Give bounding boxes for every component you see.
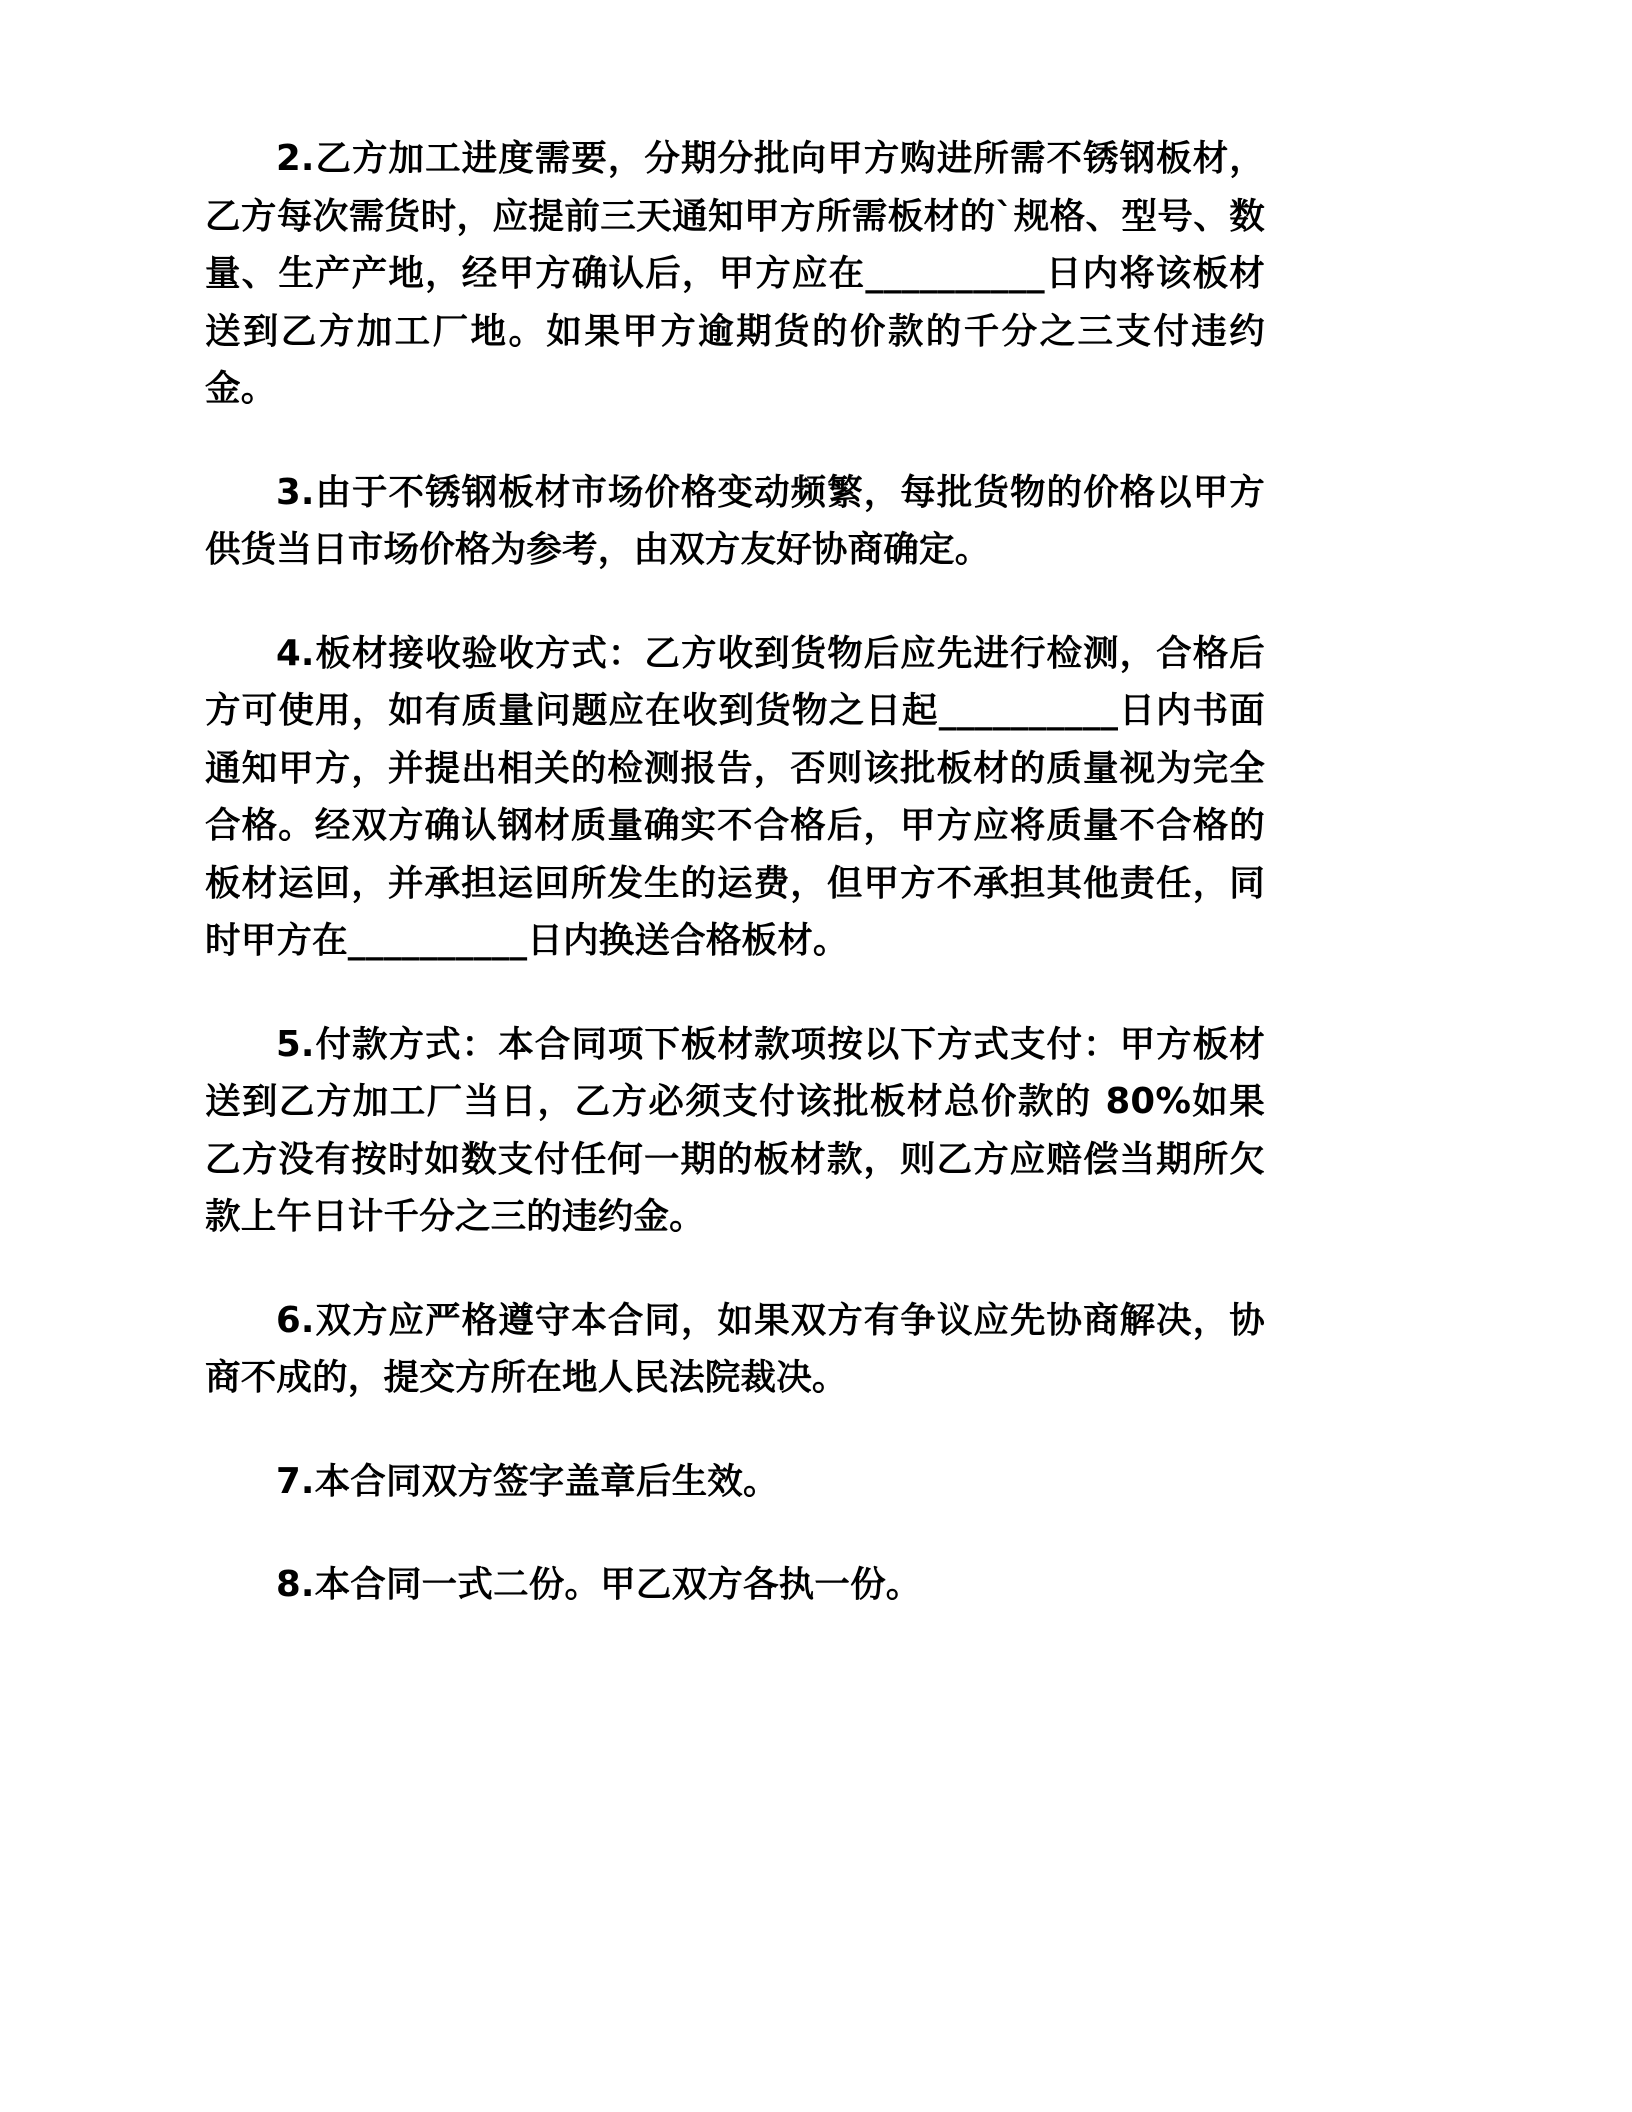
paragraph-clause-6: 6.双方应严格遵守本合同，如果双方有争议应先协商解决，协商不成的，提交方所在地人民法院裁决。 <box>205 1299 1265 1398</box>
paragraph-clause-8: 8.本合同一式二份。甲乙双方各执一份。 <box>276 1564 922 1605</box>
paragraph-clause-2: 2.乙方加工进度需要，分期分批向甲方购进所需不锈钢板材，乙方每次需货时，应提前三天通知甲方所需板材的`规格、型号、数量、生产产地，经甲方确认后，甲方应在__________日内将该板材送到乙方加工厂地。如果甲方逾期货的价款的千分之三支付违约金。 <box>205 138 1265 409</box>
paragraph-clause-7: 7.本合同双方签字盖章后生效。 <box>276 1460 779 1502</box>
paragraph-clause-5: 5.付款方式：本合同项下板材款项按以下方式支付：甲方板材送到乙方加工厂当日，乙方必须支付该批板材总价款的 80%如果乙方没有按时如数支付任何一期的板材款，则乙方应赔偿当期所欠款上午日计千分之三的违约金。 <box>205 1023 1265 1237</box>
paragraph-clause-4: 4.板材接收验收方式：乙方收到货物后应先进行检测，合格后方可使用，如有质量问题应在收到货物之日起__________日内书面通知甲方，并提出相关的检测报告，否则该批板材的质量视为完全合格。经双方确认钢材质量确实不合格后，甲方应将质量不合格的板材运回，并承担运回所发生的运费，但甲方不承担其他责任，同时甲方在__________日内换送合格板材。 <box>205 632 1265 961</box>
document-body <box>205 130 1265 1614</box>
paragraph-clause-3: 3.由于不锈钢板材市场价格变动频繁，每批货物的价格以甲方供货当日市场价格为参考，由双方友好协商确定。 <box>205 471 1265 570</box>
